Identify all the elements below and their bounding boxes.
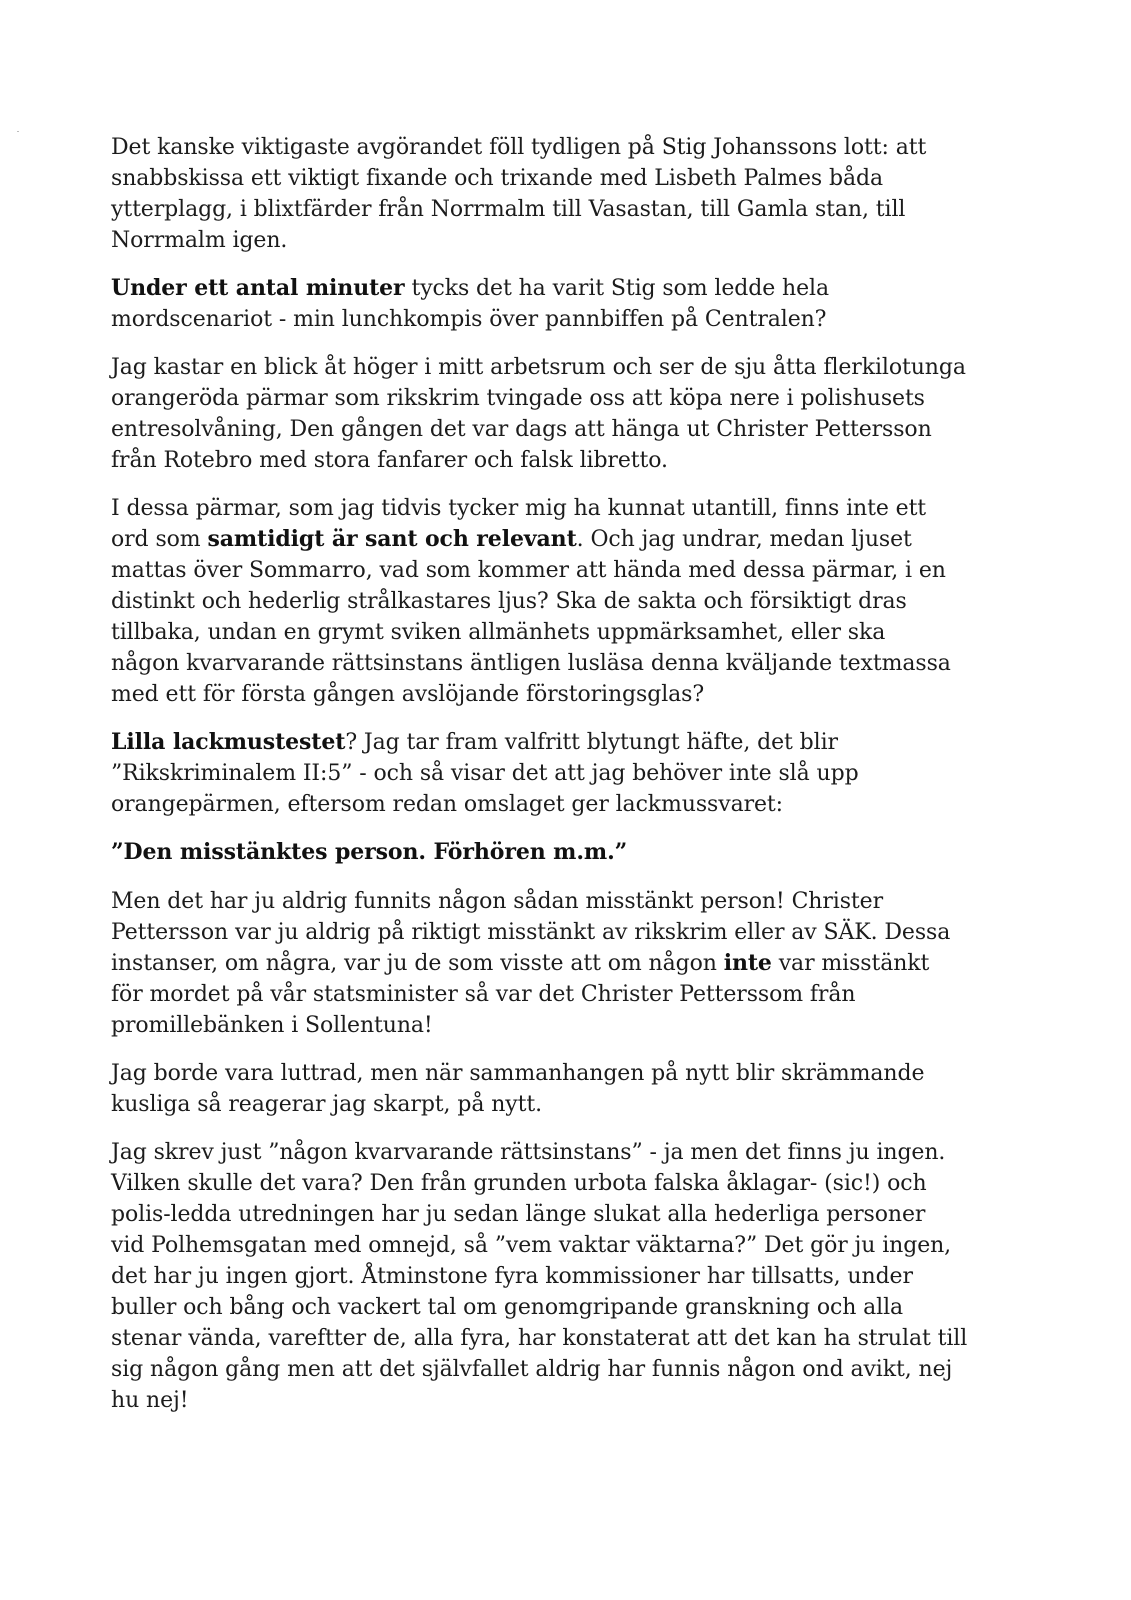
quoted-heading: ”Den misstänktes person. Förhören m.m.” bbox=[111, 839, 628, 865]
bold-phrase: Lilla lackmustestet bbox=[111, 729, 346, 755]
text-line: stenar vända, vareftter de, alla fyra, har konstaterat att det kan ha strulat till bbox=[111, 1326, 968, 1351]
paragraph-7 bbox=[111, 886, 971, 1041]
bold-phrase: samtidigt är sant och relevant bbox=[207, 526, 577, 552]
text-line: kusliga så reagerar jag skarpt, på nytt. bbox=[111, 1092, 542, 1117]
paragraph-4 bbox=[111, 493, 971, 710]
paragraph-2 bbox=[111, 273, 971, 335]
text-line: ”Rikskriminalem II:5” - och så visar det att jag behöver inte slå upp bbox=[111, 761, 859, 786]
text-line: tillbaka, undan en grymt sviken allmänhets uppmärksamhet, eller ska bbox=[111, 620, 886, 645]
bold-phrase: Under ett antal minuter bbox=[111, 275, 405, 301]
text-line: Det kanske viktigaste avgörandet föll tydligen på Stig Johanssons lott: att bbox=[111, 135, 927, 160]
text-line: I dessa pärmar, som jag tidvis tycker mig ha kunnat utantill, finns inte ett bbox=[111, 496, 927, 521]
text-line: orangeröda pärmar som rikskrim tvingade oss att köpa nere i polishusets bbox=[111, 386, 925, 411]
text-line: Norrmalm igen. bbox=[111, 228, 288, 253]
text-line: Jag skrev just ”någon kvarvarande rättsinstans” - ja men det finns ju ingen. bbox=[111, 1140, 946, 1165]
text-line: Pettersson var ju aldrig på riktigt misstänkt av rikskrim eller av SÄK. Dessa bbox=[111, 920, 951, 945]
text-segment: instanser, om några, var ju de som visste att om någon bbox=[111, 951, 724, 976]
paragraph-3 bbox=[111, 352, 971, 476]
text-line: någon kvarvarande rättsinstans äntligen lusläsa denna kväljande textmassa bbox=[111, 651, 951, 676]
scan-speck bbox=[17, 131, 19, 132]
text-segment: var misstänkt bbox=[771, 951, 930, 976]
text-line: vid Polhemsgatan med omnejd, så ”vem vaktar väktarna?” Det gör ju ingen, bbox=[111, 1233, 952, 1258]
text-line: ytterplagg, i blixtfärder från Norrmalm till Vasastan, till Gamla stan, till bbox=[111, 197, 906, 222]
text-line: promillebänken i Sollentuna! bbox=[111, 1013, 433, 1038]
text-line: för mordet på vår statsminister så var det Christer Petterssom från bbox=[111, 982, 856, 1007]
document-body bbox=[111, 132, 971, 1433]
text-line: snabbskissa ett viktigt fixande och trixande med Lisbeth Palmes båda bbox=[111, 166, 883, 191]
paragraph-1 bbox=[111, 132, 971, 256]
paragraph-9 bbox=[111, 1137, 971, 1416]
text-line: tycks det ha varit Stig som ledde hela bbox=[404, 276, 829, 301]
text-line: orangepärmen, eftersom redan omslaget ger lackmussvaret: bbox=[111, 792, 783, 817]
text-line: Jag borde vara luttrad, men när sammanhangen på nytt blir skrämmande bbox=[111, 1061, 925, 1086]
text-line: med ett för första gången avslöjande förstoringsglas? bbox=[111, 682, 705, 707]
text-line: buller och bång och vackert tal om genomgripande granskning och alla bbox=[111, 1295, 904, 1320]
text-line: Men det har ju aldrig funnits någon sådan misstänkt person! Christer bbox=[111, 889, 883, 914]
bold-phrase: inte bbox=[723, 950, 772, 976]
text-line: mattas över Sommarro, vad som kommer att hända med dessa pärmar, i en bbox=[111, 558, 946, 583]
text-line: ? Jag tar fram valfritt blytungt häfte, det blir bbox=[345, 730, 838, 755]
paragraph-8 bbox=[111, 1058, 971, 1120]
text-line: mordscenariot - min lunchkompis över pannbiffen på Centralen? bbox=[111, 307, 827, 332]
text-line: sig någon gång men att det självfallet aldrig har funnis någon ond avikt, nej bbox=[111, 1357, 953, 1382]
text-line: det har ju ingen gjort. Åtminstone fyra kommissioner har tillsatts, under bbox=[111, 1264, 913, 1289]
text-line: Vilken skulle det vara? Den från grunden urbota falska åklagar- (sic!) och bbox=[111, 1171, 927, 1196]
text-line: entresolvåning, Den gången det var dags att hänga ut Christer Pettersson bbox=[111, 417, 932, 442]
text-line: polis-ledda utredningen har ju sedan länge slukat alla hederliga personer bbox=[111, 1202, 926, 1227]
text-segment: . Och jag undrar, medan ljuset bbox=[576, 527, 912, 552]
text-segment: ord som bbox=[111, 527, 208, 552]
text-line: distinkt och hederlig strålkastares ljus? Ska de sakta och försiktigt dras bbox=[111, 589, 907, 614]
text-line: Jag kastar en blick åt höger i mitt arbetsrum och ser de sju åtta flerkilotunga bbox=[111, 355, 966, 380]
paragraph-5 bbox=[111, 727, 971, 820]
text-line: från Rotebro med stora fanfarer och falsk libretto. bbox=[111, 448, 668, 473]
text-line: hu nej! bbox=[111, 1388, 189, 1413]
